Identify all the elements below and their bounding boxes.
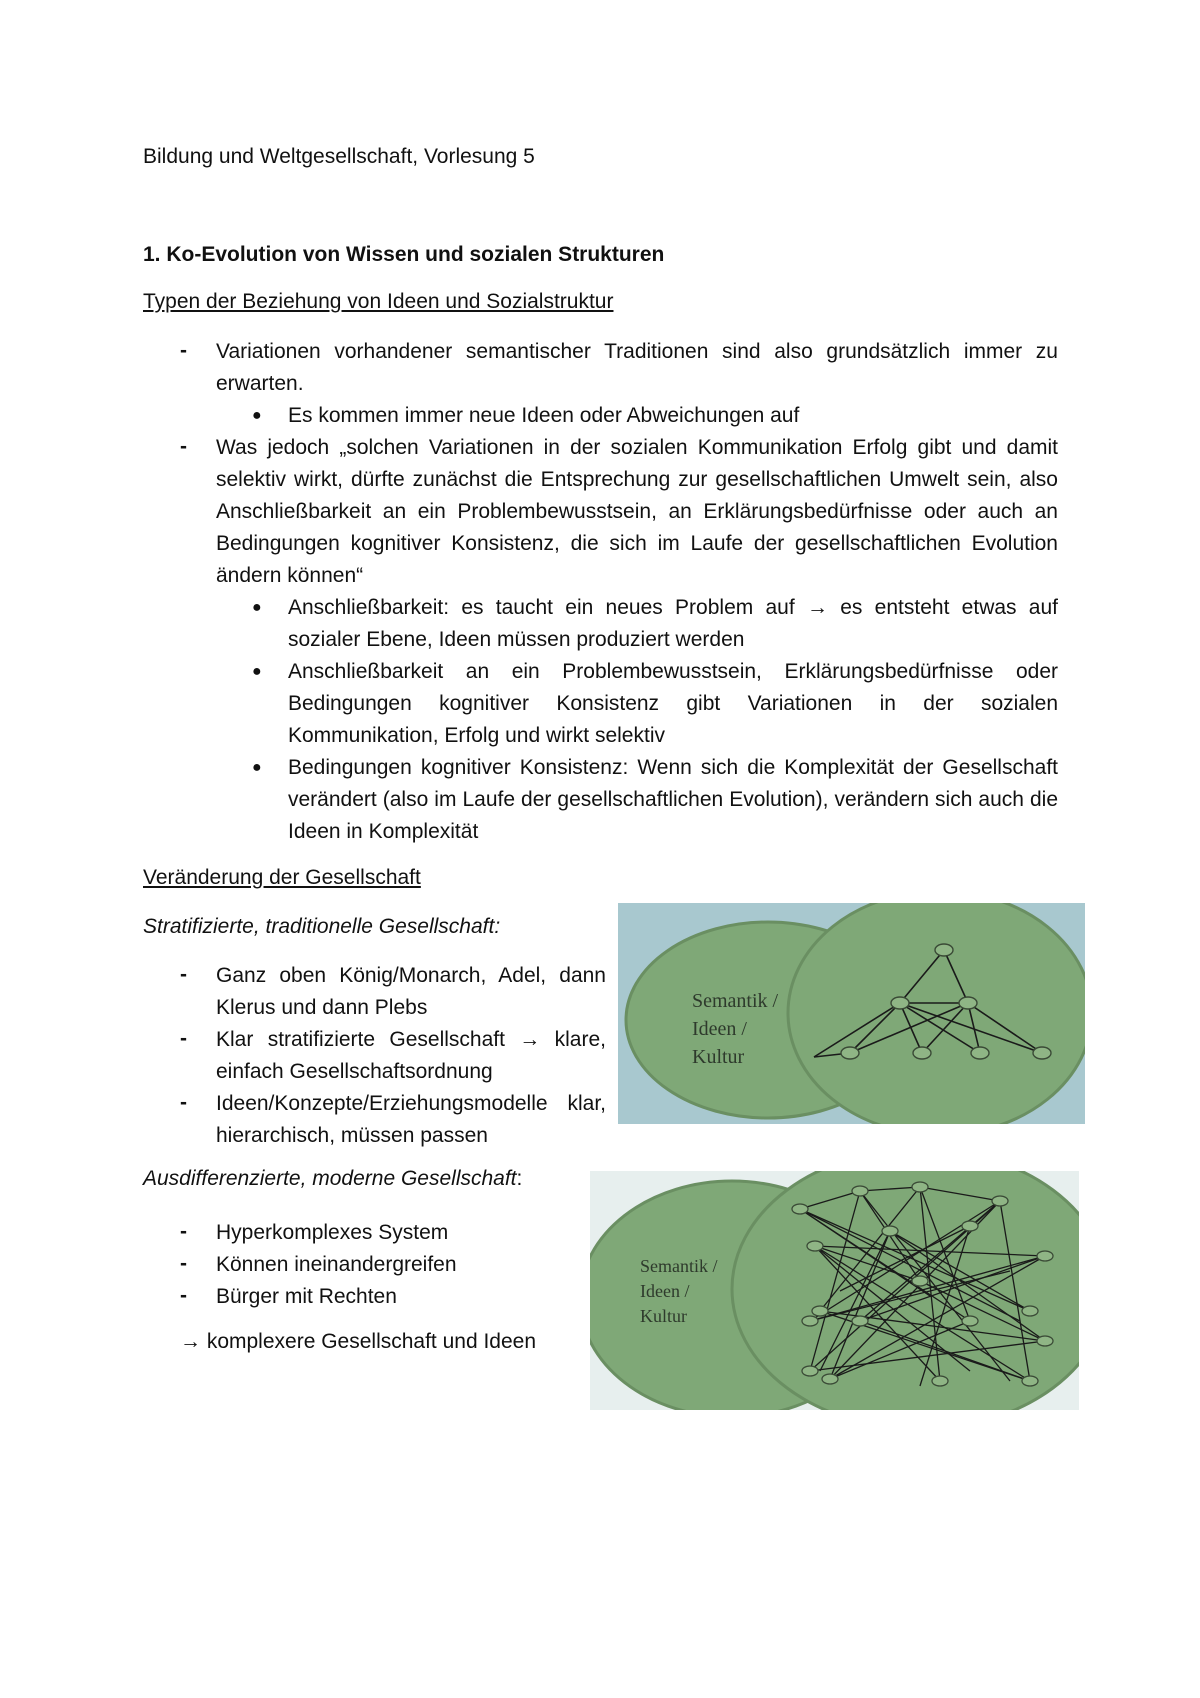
list-item-text: Ideen/Konzepte/Erziehungsmodelle klar, hierarchisch, müssen passen (216, 1092, 606, 1147)
list-item (216, 1281, 576, 1313)
dash-bullet: - (180, 1252, 187, 1275)
list-item (216, 336, 1058, 400)
dash-bullet: - (180, 339, 187, 362)
dash-bullet: - (180, 963, 187, 986)
list-item-text: Hyperkomplexes System (216, 1221, 449, 1244)
dash-bullet: - (180, 1091, 187, 1114)
sub-list-item (288, 752, 1058, 848)
section-1-heading: 1. Ko-Evolution von Wissen und sozialen Strukturen (143, 243, 665, 266)
bullet-dot: ● (252, 407, 262, 424)
conclusion-text: → komplexere Gesellschaft und Ideen (180, 1330, 537, 1353)
list-item (216, 1249, 576, 1281)
document-title: Bildung und Weltgesellschaft, Vorlesung 5 (143, 145, 535, 168)
modern-society-label-text: Ausdifferenzierte, moderne Gesellschaft (143, 1167, 517, 1190)
social-structure-circle (732, 1171, 1079, 1410)
list-item-text: Können ineinandergreifen (216, 1253, 457, 1276)
sub-list-item-text: Anschließbarkeit an ein Problembewusstsein, Erklärungsbedürfnisse oder Bedingungen kognitiver Konsistenz gibt Variationen in der sozialen Kommunikation, Erfolg und wirkt selektiv (288, 660, 1058, 747)
figure-label-line: Semantik / (640, 1256, 718, 1276)
sub-list-item (288, 656, 1058, 752)
list-item (216, 1217, 576, 1249)
modern-society-label (143, 1167, 522, 1191)
list-item (216, 1024, 606, 1088)
modern-society-label-colon: : (516, 1167, 523, 1190)
figure-modern-society (590, 1171, 1079, 1410)
list-item-text: Was jedoch „solchen Variationen in der sozialen Kommunikation Erfolg gibt und damit selektiv wirkt, dürfte zunächst die Entsprechung zur gesellschaftlichen Umwelt sein, also Anschließbarkeit an ein Problembewusstsein, an Erklärungsbedürfnisse oder auch an Bedingungen kognitiver Konsistenz, die sich im Laufe der gesellschaftlichen Evolution ändern können“ (216, 436, 1058, 587)
figure-traditional-society (618, 903, 1085, 1124)
sub-list-item-text: Bedingungen kognitiver Konsistenz: Wenn sich die Komplexität der Gesellschaft verändert (also im Laufe der gesellschaftlichen Evolution), verändern sich auch die Ideen in Komplexität (288, 756, 1058, 843)
list-item-text: Bürger mit Rechten (216, 1285, 397, 1308)
social-structure-circle (788, 903, 1085, 1124)
bullet-dot: ● (252, 599, 262, 616)
section-2-heading: Veränderung der Gesellschaft (143, 866, 421, 889)
sub-list-item-text: Anschließbarkeit: es taucht ein neues Problem auf → es entsteht etwas auf sozialer Ebene, Ideen müssen produziert werden (288, 596, 1058, 651)
bullet-dot: ● (252, 663, 262, 680)
bullet-dot: ● (252, 759, 262, 776)
sub-list-item (288, 400, 1058, 432)
list-item-text: Variationen vorhandener semantischer Traditionen sind also grundsätzlich immer zu erwarten. (216, 340, 1058, 395)
sub-list-item-text: Es kommen immer neue Ideen oder Abweichungen auf (288, 404, 800, 427)
figure-label-line: Ideen / (692, 1018, 747, 1040)
list-item (216, 432, 1058, 592)
dash-bullet: - (180, 1284, 187, 1307)
figure-label-line: Kultur (692, 1046, 745, 1068)
list-item-text: Klar stratifizierte Gesellschaft → klare, einfach Gesellschaftsordnung (216, 1028, 606, 1083)
section-1-subheading: Typen der Beziehung von Ideen und Sozialstruktur (143, 290, 614, 313)
figure-label-line: Kultur (640, 1306, 687, 1326)
list-item-text: Ganz oben König/Monarch, Adel, dann Klerus und dann Plebs (216, 964, 606, 1019)
list-item (216, 1088, 606, 1152)
traditional-society-diagram (618, 903, 1085, 1124)
figure-label-line: Ideen / (640, 1281, 690, 1301)
traditional-society-label: Stratifizierte, traditionelle Gesellschaft: (143, 915, 501, 938)
sub-list-item (288, 592, 1058, 656)
dash-bullet: - (180, 435, 187, 458)
list-item (216, 960, 606, 1024)
figure-label-line: Semantik / (692, 990, 779, 1012)
modern-society-diagram (590, 1171, 1079, 1410)
dash-bullet: - (180, 1027, 187, 1050)
dash-bullet: - (180, 1220, 187, 1243)
